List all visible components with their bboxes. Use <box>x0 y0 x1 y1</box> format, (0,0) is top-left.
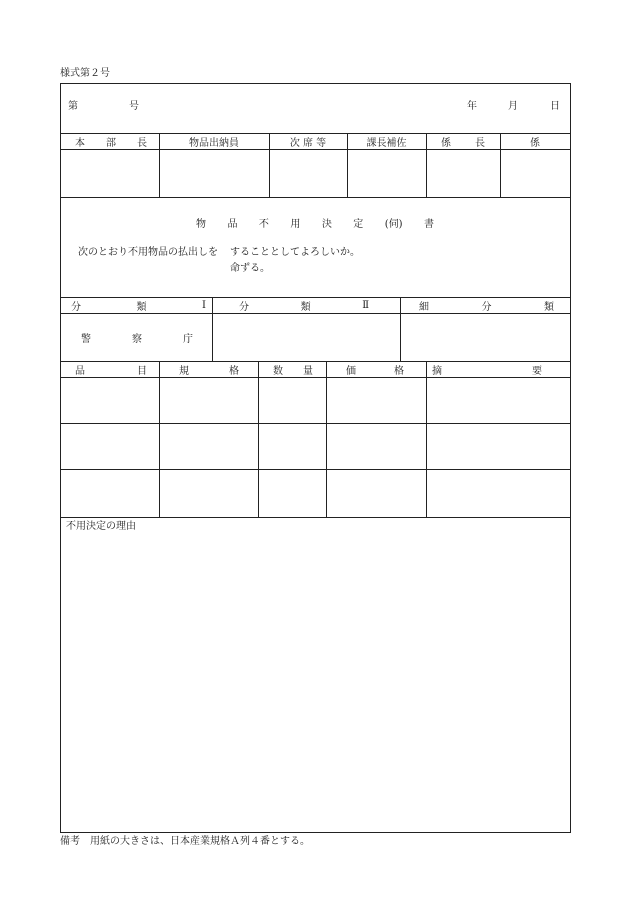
spec-header: 規 格 <box>179 366 239 377</box>
remarks-header: 摘 要 <box>432 366 542 377</box>
approval-staff-header: 係 <box>530 138 540 149</box>
decision-body-text: 次のとおり不用物品の払出しを <box>78 247 218 258</box>
price-header: 価 格 <box>346 366 404 377</box>
date-year-label: 年 <box>467 101 477 112</box>
divider <box>61 423 570 424</box>
divider <box>500 133 501 197</box>
divider <box>347 133 348 197</box>
number-label-suffix: 号 <box>129 101 139 112</box>
divider <box>61 197 570 198</box>
divider <box>61 313 570 314</box>
reason-label: 不用決定の理由 <box>66 521 136 532</box>
footnote: 備考 用紙の大きさは、日本産業規格Ａ列４番とする。 <box>60 836 310 847</box>
quantity-header: 数 量 <box>273 366 313 377</box>
class1-header: 分 類 Ⅰ <box>71 300 206 313</box>
subclass-header: 細 分 類 <box>419 302 554 313</box>
number-label-prefix: 第 <box>68 101 78 112</box>
divider <box>426 133 427 197</box>
approval-section-chief-header: 係 長 <box>441 138 485 149</box>
divider <box>61 469 570 470</box>
divider <box>159 361 160 517</box>
divider <box>159 133 160 197</box>
form-frame <box>60 83 571 833</box>
form-code: 様式第２号 <box>60 68 110 79</box>
class1-value: 警 察 庁 <box>81 333 193 345</box>
divider <box>269 133 270 197</box>
approval-assistant-header: 課長補佐 <box>366 138 407 149</box>
divider <box>426 361 427 517</box>
divider <box>326 361 327 517</box>
approval-deputy-header: 次 席 等 <box>289 138 327 149</box>
decision-body-option-approve: することとしてよろしいか。 <box>230 247 360 258</box>
approval-custodian-header: 物品出納員 <box>189 138 239 149</box>
approval-chief-header: 本 部 長 <box>75 138 147 149</box>
divider <box>61 377 570 378</box>
decision-body-option-order: 命ずる。 <box>230 263 270 274</box>
divider <box>400 297 401 361</box>
divider <box>61 517 570 518</box>
class2-header: 分 類 Ⅱ <box>239 300 369 313</box>
divider <box>258 361 259 517</box>
divider <box>61 149 570 150</box>
date-day-label: 日 <box>550 101 560 112</box>
divider <box>212 297 213 361</box>
decision-title: 物 品 不 用 決 定 (伺) 書 <box>196 218 434 230</box>
date-month-label: 月 <box>508 101 518 112</box>
item-header: 品 目 <box>75 366 147 377</box>
